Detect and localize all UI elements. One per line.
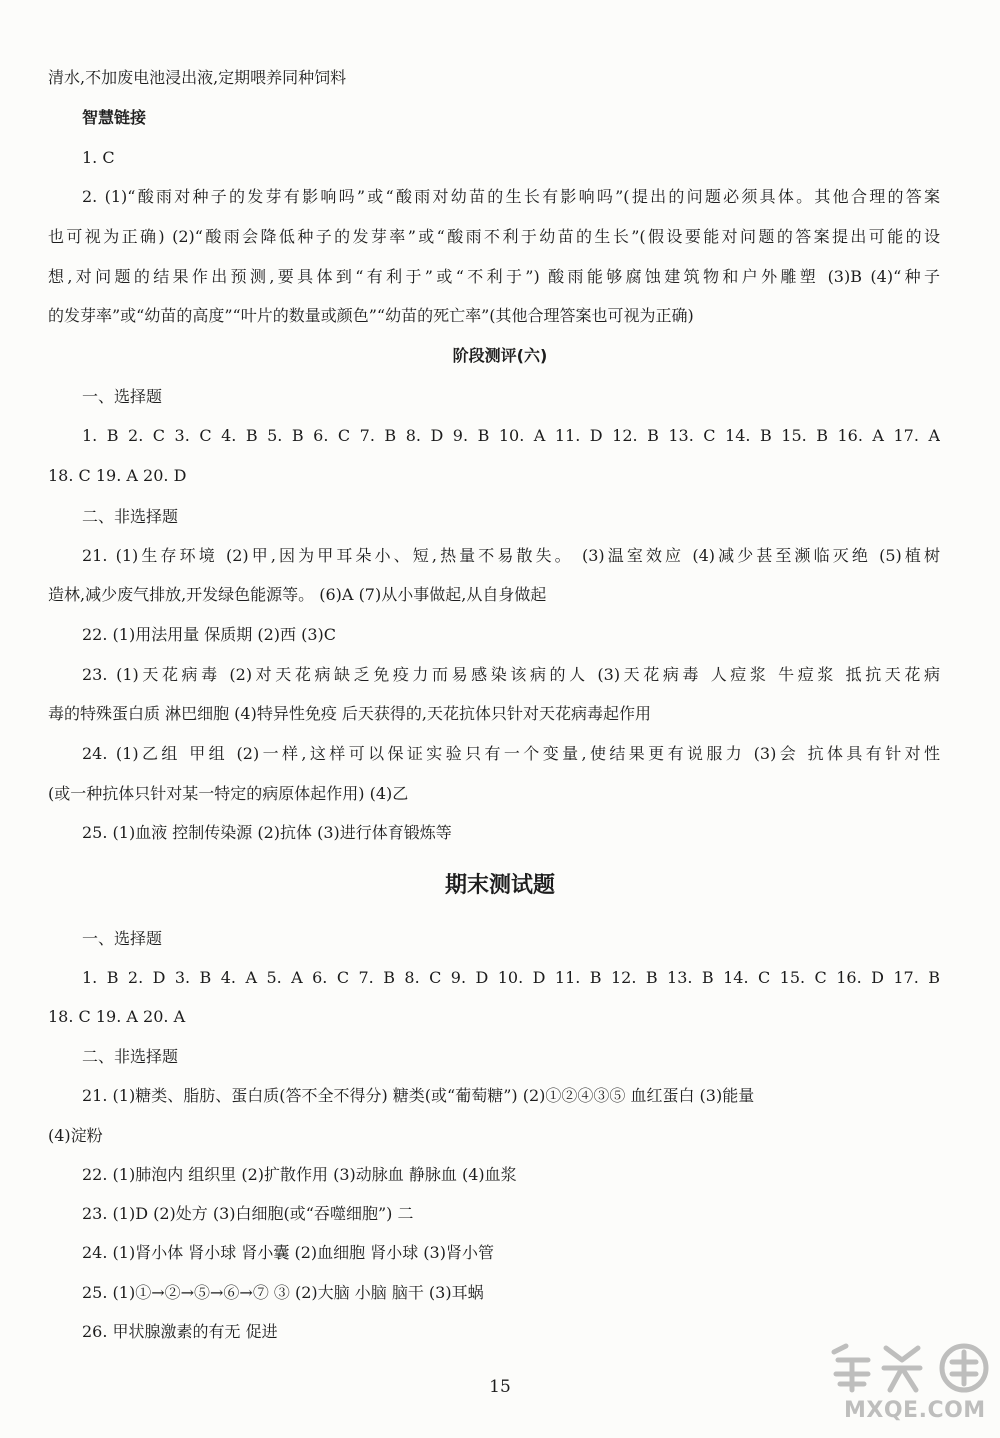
answer-line: 21. (1)糖类、脂肪、蛋白质(答不全不得分) 糖类(或“葡萄糖”) (2)①②④③⑤ 血红蛋白 (3)能量 [82, 1086, 755, 1105]
answer-line: 18. C 19. A 20. A [48, 1007, 186, 1026]
answer-line: 毒的特殊蛋白质 淋巴细胞 (4)特异性免疫 后天获得的,天花抗体只针对天花病毒起作用 [48, 704, 652, 723]
answer-line: 22. (1)肺泡内 组织里 (2)扩散作用 (3)动脉血 静脉血 (4)血浆 [82, 1165, 517, 1184]
subheading-zhihui: 智慧链接 [82, 108, 147, 127]
section-title-final-test: 期末测试题 [444, 873, 555, 898]
answer-line: 也可视为正确) (2)“酸雨会降低种子的发芽率”或“酸雨不利于幼苗的生长”(假设要能对问题的答案提出可能的设 [48, 227, 940, 246]
answer-line: 的发芽率”或“幼苗的高度”“叶片的数量或颜色”“幼苗的死亡率”(其他合理答案也可视为正确) [48, 306, 694, 325]
answer-line: 25. (1)血液 控制传染源 (2)抗体 (3)进行体育锻炼等 [82, 823, 452, 842]
page-number: 15 [489, 1377, 511, 1397]
answer-line: 21. (1)生存环境 (2)甲,因为甲耳朵小、短,热量不易散失。 (3)温室效应 (4)减少甚至濒临灭绝 (5)植树 [82, 546, 940, 565]
watermark-logo-icon [824, 1338, 994, 1396]
section-title-stage-six: 阶段测评(六) [452, 346, 548, 365]
answer-line: 23. (1)天花病毒 (2)对天花病缺乏免疫力而易感染该病的人 (3)天花病毒 人痘浆 牛痘浆 抵抗天花病 [82, 665, 940, 684]
answer-line: 24. (1)肾小体 肾小球 肾小囊 (2)血细胞 肾小球 (3)肾小管 [82, 1243, 494, 1262]
answer-line: 23. (1)D (2)处方 (3)白细胞(或“吞噬细胞”) 二 [82, 1204, 414, 1223]
answer-line: 1. C [82, 148, 115, 167]
subheading-multiple-choice: 一、选择题 [82, 929, 163, 948]
text-line: 清水,不加废电池浸出液,定期喂养同种饲料 [48, 68, 347, 87]
answer-line: (或一种抗体只针对某一特定的病原体起作用) (4)乙 [48, 784, 409, 803]
answer-line: 26. 甲状腺激素的有无 促进 [82, 1322, 278, 1341]
watermark [824, 1338, 994, 1428]
answer-line: 1. B 2. C 3. C 4. B 5. B 6. C 7. B 8. D 9. B 10. A 11. D 12. B 13. C 14. B 15. B 16. A 17. A [82, 426, 940, 445]
answer-line: 2. (1)“酸雨对种子的发芽有影响吗”或“酸雨对幼苗的生长有影响吗”(提出的问题必须具体。其他合理的答案 [82, 187, 940, 206]
answer-line: 18. C 19. A 20. D [48, 466, 187, 485]
answer-line: (4)淀粉 [48, 1126, 103, 1145]
subheading-non-multiple-choice: 二、非选择题 [82, 1047, 179, 1066]
answer-line: 24. (1)乙组 甲组 (2)一样,这样可以保证实验只有一个变量,使结果更有说服力 (3)会 抗体具有针对性 [82, 744, 940, 763]
subheading-non-multiple-choice: 二、非选择题 [82, 507, 179, 526]
subheading-multiple-choice: 一、选择题 [82, 387, 163, 406]
answer-line: 想,对问题的结果作出预测,要具体到“有利于”或“不利于”) 酸雨能够腐蚀建筑物和户外雕塑 (3)B (4)“种子 [48, 267, 940, 286]
answer-line: 造林,减少废气排放,开发绿色能源等。 (6)A (7)从小事做起,从自身做起 [48, 585, 547, 604]
answer-line: 22. (1)用法用量 保质期 (2)西 (3)C [82, 625, 337, 644]
watermark-url: MXQE.COM [844, 1398, 986, 1423]
answer-line: 25. (1)①→②→⑤→⑥→⑦ ③ (2)大脑 小脑 脑干 (3)耳蜗 [82, 1283, 484, 1302]
answer-line: 1. B 2. D 3. B 4. A 5. A 6. C 7. B 8. C 9. D 10. D 11. B 12. B 13. B 14. C 15. C 16. D 17. B [82, 968, 940, 987]
